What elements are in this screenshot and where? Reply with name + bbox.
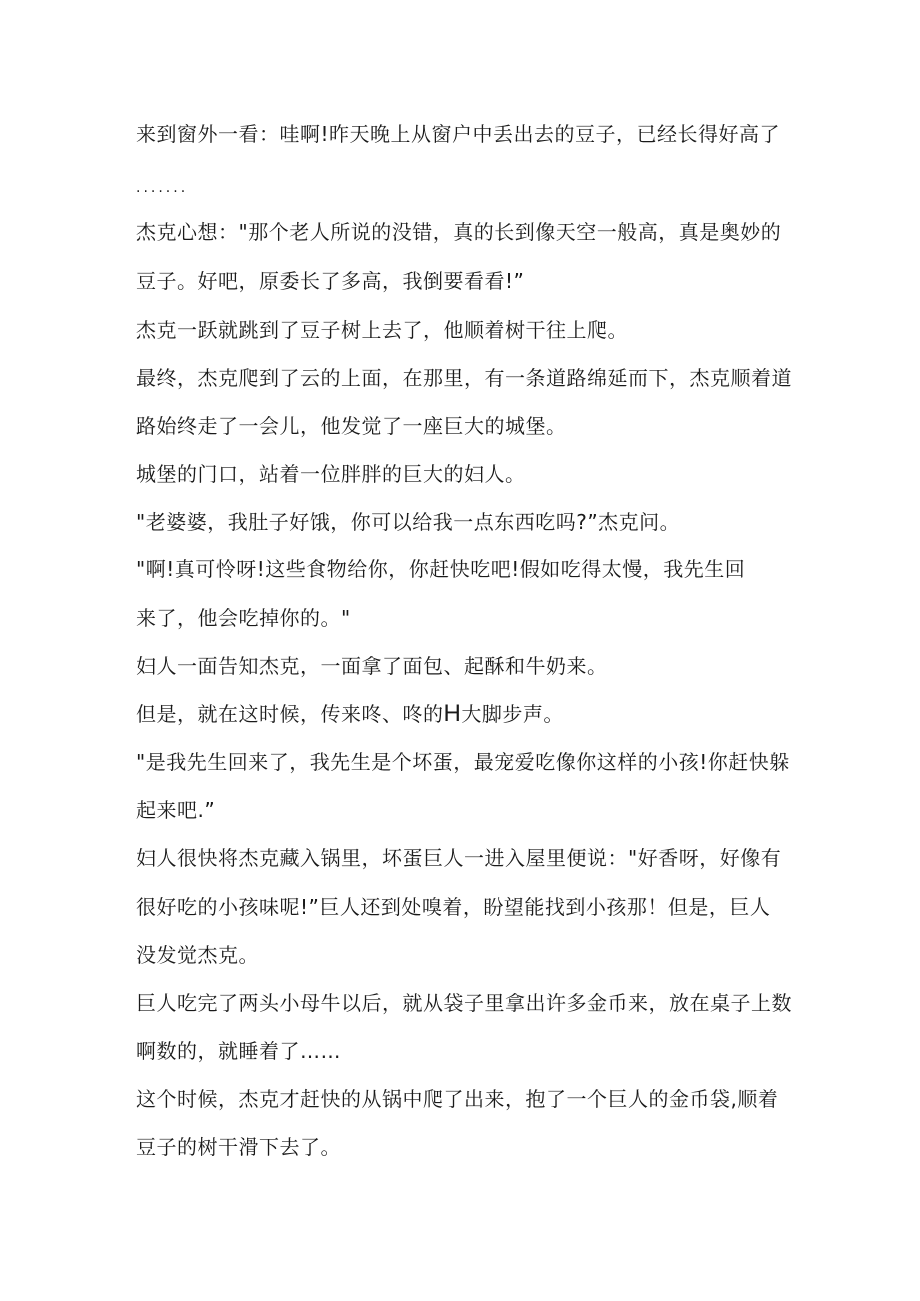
text-line-10: "啊!真可怜呀!这些食物给你，你赶快吃吧!假如吃得太慢，我先生回 — [136, 557, 746, 581]
text-line-19: 巨人吃完了两头小母牛以后，就从袋子里拿出许多金币来，放在桌子上数 — [136, 991, 792, 1015]
text-line-4: 豆子。好吧，原委长了多高，我倒要看看!” — [136, 269, 525, 293]
text-line-17: 很好吃的小孩味呢!”巨人还到处嗅着，盼望能找到小孩那！但是，巨人 — [136, 895, 771, 919]
text-line-11: 来了，他会吃掉你的。" — [136, 606, 351, 630]
text-line-8: 城堡的门口，站着一位胖胖的巨大的妇人。 — [136, 462, 526, 486]
text-line-14: "是我先生回来了，我先生是个坏蛋，最宠爱吃像你这样的小孩!你赶快躲 — [136, 750, 790, 774]
text-line-1: 来到窗外一看：哇啊!昨天晚上从窗户中丢出去的豆子，已经长得好高了 — [136, 122, 781, 146]
text-line-3: 杰克心想："那个老人所说的没错，真的长到像天空一般高，真是奥妙的 — [136, 220, 782, 244]
text-line-21: 这个时候，杰克才赶快的从锅中爬了出来，抱了一个巨人的金币袋,顺着 — [136, 1087, 779, 1111]
text-line-15: 起来吧.” — [136, 798, 216, 822]
text-line-20: 啊数的，就睡着了…… — [136, 1039, 341, 1063]
text-line-5: 杰克一跃就跳到了豆子树上去了，他顺着树干往上爬。 — [136, 318, 628, 342]
text-line-7: 路始终走了一会儿，他发觉了一座巨大的城堡。 — [136, 414, 567, 438]
text-line-16: 妇人很快将杰克藏入锅里，坏蛋巨人一进入屋里便说："好香呀，好像有 — [136, 846, 782, 870]
text-line-22: 豆子的树干滑下去了。 — [136, 1135, 341, 1159]
text-line-9: "老婆婆，我肚子好饿，你可以给我一点东西吃吗?”杰克问。 — [136, 510, 681, 534]
text-line-12: 妇人一面告知杰克，一面拿了面包、起酥和牛奶来。 — [136, 654, 608, 678]
text-line-13-end: 大脚步声。 — [461, 702, 564, 726]
text-line-13-start: 但是，就在这时候，传来咚、咚的 — [136, 702, 444, 726]
text-line-6: 最终，杰克爬到了云的上面，在那里，有一条道路绵延而下，杰克顺着道 — [136, 366, 792, 390]
text-line-18: 没发觉杰克。 — [136, 943, 259, 967]
stray-h-glyph: H — [443, 700, 462, 727]
text-line-13 — [136, 701, 564, 727]
text-line-2: ....... — [136, 180, 189, 196]
